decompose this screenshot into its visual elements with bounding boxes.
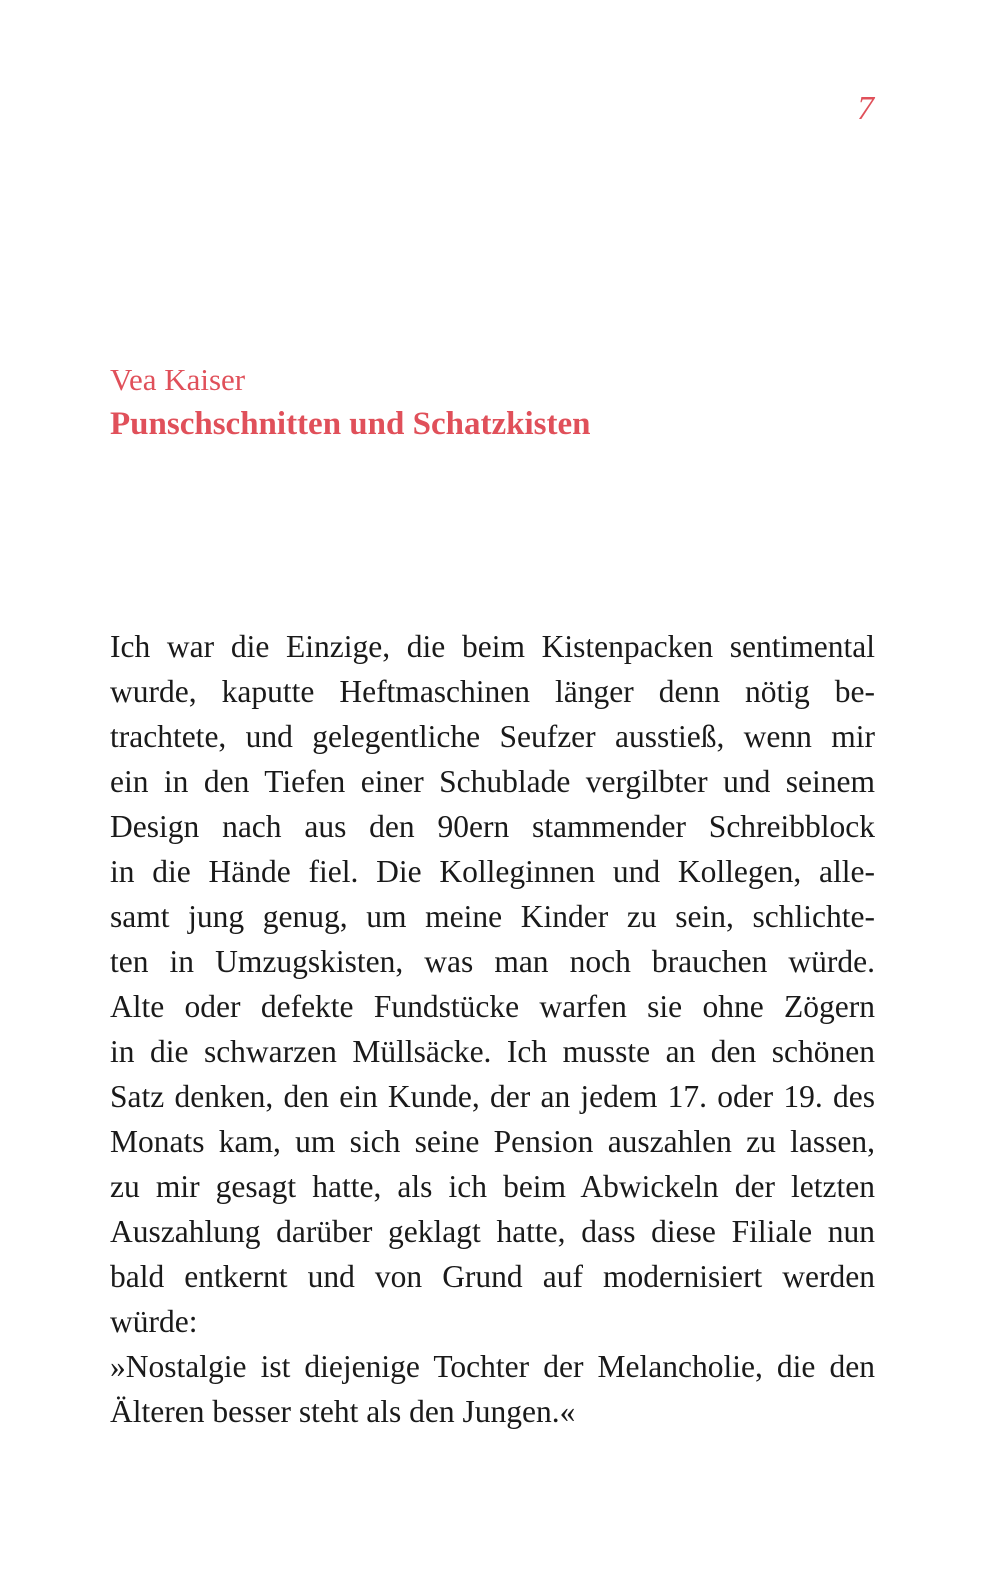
body-line: würde:	[110, 1304, 198, 1339]
body-line: trachtete, und gelegentliche Seufzer ausstieß, wenn mir	[110, 719, 875, 754]
body-line: Älteren besser steht als den Jungen.«	[110, 1394, 576, 1429]
chapter-header	[110, 358, 890, 446]
body-text	[110, 624, 875, 1434]
body-line: bald entkernt und von Grund auf modernisiert werden	[110, 1259, 875, 1294]
body-line: ein in den Tiefen einer Schublade vergilbter und seinem	[110, 764, 875, 799]
author-name: Vea Kaiser	[110, 362, 246, 397]
body-line: in die Hände fiel. Die Kolleginnen und Kollegen, alle-	[110, 854, 875, 889]
body-line: Ich war die Einzige, die beim Kistenpacken sentimental	[110, 629, 875, 664]
body-line: Auszahlung darüber geklagt hatte, dass diese Filiale nun	[110, 1214, 875, 1249]
body-line: Alte oder defekte Fundstücke warfen sie ohne Zögern	[110, 989, 875, 1024]
body-line: ten in Umzugskisten, was man noch brauchen würde.	[110, 944, 875, 979]
page-number: 7	[857, 90, 874, 127]
body-line: Satz denken, den ein Kunde, der an jedem 17. oder 19. des	[110, 1079, 875, 1114]
body-line: zu mir gesagt hatte, als ich beim Abwickeln der letzten	[110, 1169, 875, 1204]
chapter-title: Punschschnitten und Schatzkisten	[110, 406, 591, 442]
body-line: »Nostalgie ist diejenige Tochter der Melancholie, die den	[110, 1349, 875, 1384]
body-line: Design nach aus den 90ern stammender Schreibblock	[110, 809, 875, 844]
body-line: Monats kam, um sich seine Pension auszahlen zu lassen,	[110, 1124, 875, 1159]
body-line: samt jung genug, um meine Kinder zu sein, schlichte-	[110, 899, 875, 934]
body-line: wurde, kaputte Heftmaschinen länger denn nötig be-	[110, 674, 875, 709]
body-line: in die schwarzen Müllsäcke. Ich musste an den schönen	[110, 1034, 875, 1069]
